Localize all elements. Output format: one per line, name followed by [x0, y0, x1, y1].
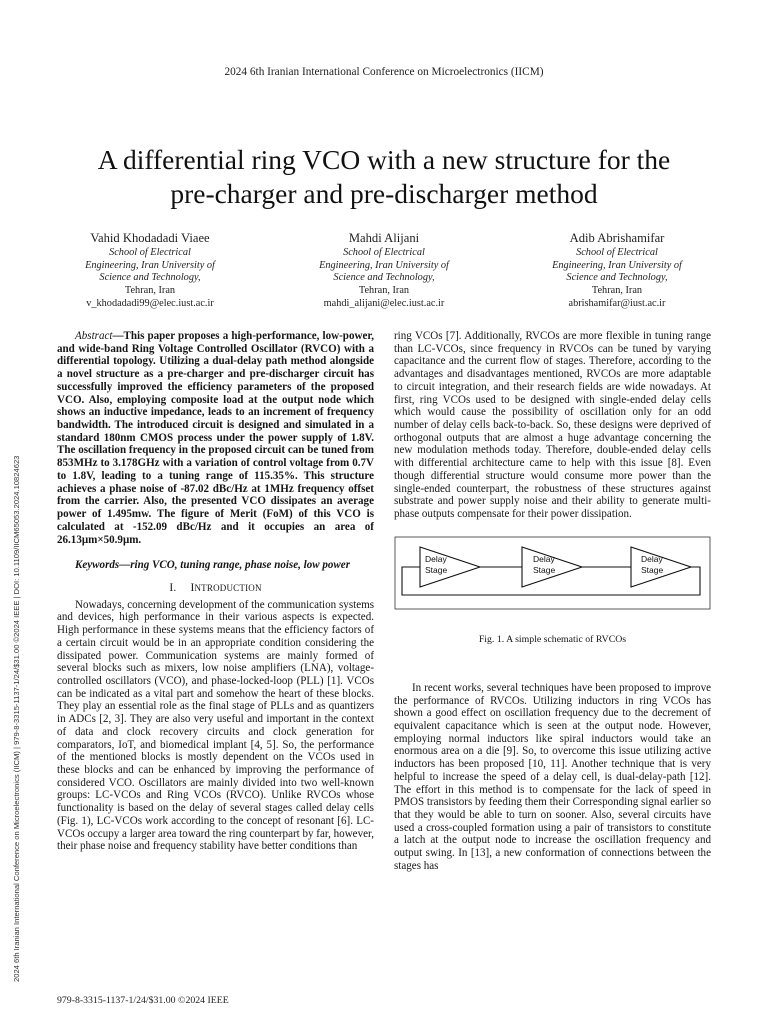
author-affiliation-line: Engineering, Iran University of	[552, 259, 682, 271]
author-city: Tehran, Iran	[591, 284, 643, 296]
abstract-dash: —	[112, 330, 124, 342]
title-line-2: pre-charger and pre-discharger method	[170, 178, 598, 209]
section-number: I.	[169, 581, 177, 594]
author-email: abrishamifar@iust.ac.ir	[568, 298, 666, 310]
right-paragraph-2: In recent works, several techniques have been proposed to improve the performance of RVCOs. Utilizing inductors in ring VCOs has shown a good effect on oscillation frequency due to the decrement of equivalent capacitance which is seen at the output node. However, employing normal inductors like spiral inductors would take an enormous area on a die [9]. So, to overcome this issue utilizing active inductors has been proposed [10, 11]. Another technique that is very helpful to increase the speed of a delay cell, is dual-delay-path [12]. The effort in this method is to compensate for the lack of speed in PMOS transistors by feeding them their Corresponding signal earlier so that they would be able to turn on sooner. Also, several circuits have used a cross-coupled formation using a pair of transistors to constitute a latch at the output node to increase the oscillation frequency and output swing. In [13], a new conformation of connections between the stages has	[394, 681, 711, 872]
author-name: Adib Abrishamifar	[569, 231, 665, 245]
author-block-2	[284, 230, 484, 311]
section-heading-introduction	[57, 582, 374, 595]
abstract-body: This paper proposes a high-performance, low-power, and wide-band Ring Voltage Controlled Oscillator (RVCO) with a differential topology. Utilizing a dual-delay path method alongside a novel structure as a pre-charger and pre-discharger circuit has successfully improved the efficiency parameters of the proposed VCO. Also, employing composite load at the output node which shows an inductive impedance, leads to an increment of frequency bandwidth. The introduced circuit is designed and simulated in a standard 180nm CMOS process under the power supply of 1.8V. The oscillation frequency in the proposed circuit can be tuned from 853MHz to 3.178GHz with a variation of control voltage from 0.7V to 1.8V, leading to a tuning range of 115.35%. This structure achieves a phase noise of -87.02 dBc/Hz at 1MHz frequency offset from the carrier. Also, the presented VCO dissipates an average power of 1.495mw. The figure of Merit (FoM) of this VCO is calculated at -152.09 dBc/Hz and it occupies an area of 26.13μm×50.9μm.	[57, 330, 374, 546]
delay-stage-1	[420, 547, 480, 587]
delay-stage-label-line1: Delay	[533, 553, 555, 564]
section-title-rest: NTRODUCTION	[194, 582, 262, 593]
title-line-1: A differential ring VCO with a new structure for the	[97, 144, 671, 175]
delay-stage-label-line1: Delay	[425, 553, 447, 564]
delay-stage-label-line1: Delay	[641, 553, 663, 564]
ring-vco-schematic	[394, 536, 711, 636]
author-affiliation-line: School of Electrical	[109, 247, 191, 258]
delay-stage-label-line2: Stage	[641, 564, 664, 575]
delay-stage-label-line2: Stage	[425, 564, 448, 575]
author-name: Vahid Khodadadi Viaee	[90, 231, 210, 245]
right-column	[394, 330, 711, 873]
keywords: Keywords—ring VCO, tuning range, phase noise, low power	[75, 559, 350, 572]
intro-paragraph: Nowadays, concerning development of the communication systems and devices, high performance in their various aspects is expected. High performance in these systems means that the efficiency factors of a certain circuit would be in an appropriate condition considering the dissipated power. Communication systems are mainly formed of several blocks such as mixers, low noise amplifiers (LNA), voltage-controlled oscillators (VCO), and phase-locked-loop (PLL) [1]. VCOs can be indicated as a vital part and somehow the heart of these blocks. They play an essential role as the final stage of PLLs and as quantizers in ADCs [2, 3]. They are also very useful and important in the context of data and clock recovery circuits and clock generation for comparators, IoT, and biomedical implant [4, 5]. So, the performance of the mentioned blocks is mostly dependent on the VCOs used in these blocks and can be enhanced by improving the performance of considered VCO. Oscillators are mainly divided into two well-known groups: LC-VCOs and Ring VCOs (RVCO). Unlike RVCOs whose functionality is based on the delay of several stages called delay cells (Fig. 1), LC-VCOs work according to the concept of resonant [6]. LC-VCOs occupy a larger area toward the ring counterpart by far, however, their phase noise and frequency stability have better conditions than	[57, 598, 374, 853]
figure-1	[394, 536, 711, 666]
conference-header: 2024 6th Iranian International Conference on Microelectronics (IICM)	[224, 66, 544, 78]
author-name: Mahdi Alijani	[348, 231, 420, 245]
delay-stage-label-line2: Stage	[533, 564, 556, 575]
abstract-label: Abstract	[75, 330, 113, 342]
author-city: Tehran, Iran	[358, 284, 410, 296]
abstract	[57, 330, 374, 546]
paper-title	[40, 143, 728, 211]
side-doi-strip: 2024 6th Iranian International Conference on Microelectronics (IICM) | 979-8-3315-1137-1/24/$31.00 ©2024 IEEE | DOI: 10.1109/IICM65053.2024.10824623	[12, 455, 21, 982]
left-column	[57, 330, 374, 853]
author-block-3	[517, 230, 717, 311]
author-affiliation-line: Engineering, Iran University of	[85, 259, 215, 271]
author-affiliation-line: Science and Technology,	[99, 272, 201, 284]
delay-stage-2	[522, 547, 582, 587]
author-affiliation-line: Science and Technology,	[566, 272, 668, 284]
figure-1-caption: Fig. 1. A simple schematic of RVCOs	[478, 633, 627, 645]
right-paragraph-1: ring VCOs [7]. Additionally, RVCOs are more flexible in tuning range than LC-VCOs, since frequency in RVCOs can be tuned by varying capacitance and the current flow of stages. Therefore, according to the advantages and disadvantages mentioned, RVCOs are more adaptable to circuit integration, and their research fields are wide nowadays. At first, ring VCOs used to be designed with single-ended delay cells which would cause the possibility of oscillation only for an odd number of delay cells back-to-back. So, these designs were deprived of orthogonal outputs that are almost a huge advantage concerning the new modulation methods today. Therefore, double-ended delay cells with differential architecture came to help with this issue [8]. Even though differential structure would consume more power than the single-ended counterpart, the robustness of these structures against substrate and power supply noise and their ability to generate multi-phase outputs compensate for their power dissipation.	[394, 330, 711, 521]
footer-copyright: 979-8-3315-1137-1/24/$31.00 ©2024 IEEE	[57, 995, 229, 1006]
author-email: v_khodadadi99@elec.iust.ac.ir	[86, 298, 214, 310]
author-city: Tehran, Iran	[124, 284, 176, 296]
author-affiliation-line: School of Electrical	[343, 247, 425, 258]
author-affiliation-line: School of Electrical	[576, 247, 658, 258]
author-email: mahdi_alijani@elec.iust.ac.ir	[323, 298, 445, 310]
author-affiliation-line: Science and Technology,	[333, 272, 435, 284]
delay-stage-3	[631, 547, 691, 587]
section-title-initial: I	[190, 581, 195, 594]
author-block-1	[50, 230, 250, 311]
author-affiliation-line: Engineering, Iran University of	[319, 259, 449, 271]
